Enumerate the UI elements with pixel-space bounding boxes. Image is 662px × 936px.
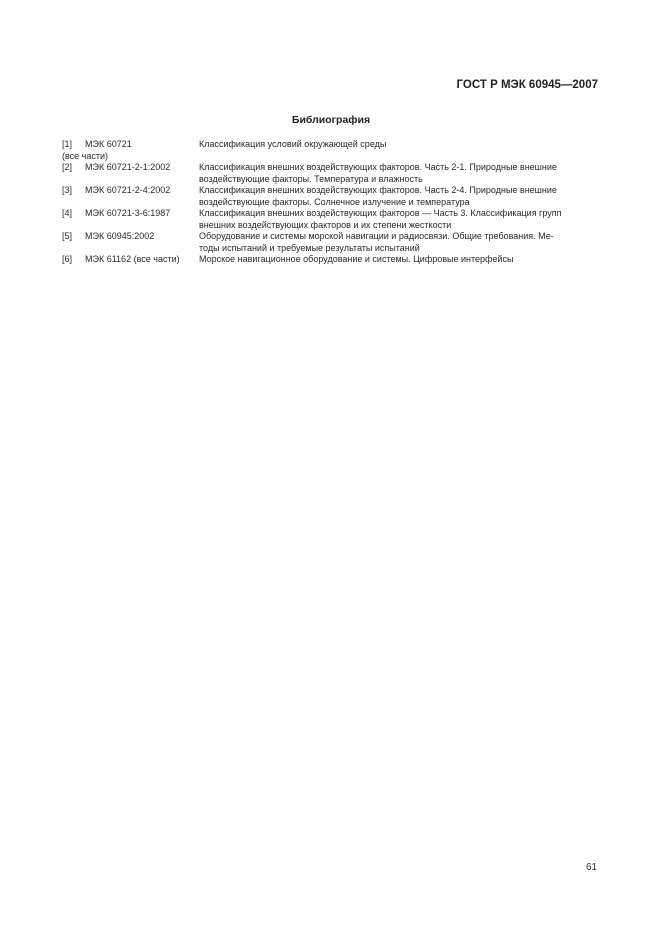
description-line: Классификация внешних воздействующих факторов — Часть 3. Классификация групп — [199, 208, 562, 218]
entry-reference: МЭК 60945:2002 — [85, 231, 155, 241]
entry-description — [199, 208, 599, 231]
entry-number: [6] — [62, 254, 73, 264]
description-line: Оборудование и системы морской навигации и радиосвязи. Общие требования. Ме- — [199, 231, 554, 241]
entry-description — [199, 162, 599, 185]
entry-reference: МЭК 60721-3-6:1987 — [85, 208, 171, 218]
description-line: внешних воздействующих факторов и их степени жесткости — [199, 219, 452, 230]
entry-reference: МЭК 60721-2-1:2002 — [85, 162, 171, 172]
entry-reference: МЭК 60721 — [85, 139, 132, 149]
entry-number: [2] — [62, 162, 73, 172]
description-line: Классификация внешних воздействующих факторов. Часть 2-4. Природные внешние — [199, 185, 557, 195]
description-line: Классификация внешних воздействующих факторов. Часть 2-1. Природные внешние — [199, 162, 557, 172]
section-title: Библиография — [291, 114, 371, 126]
entry-number: [1] — [62, 139, 73, 149]
entry-number: [3] — [62, 185, 73, 195]
standard-header: ГОСТ Р МЭК 60945—2007 — [456, 79, 598, 91]
entry-reference: МЭК 60721-2-4:2002 — [85, 185, 171, 195]
entry-number: [4] — [62, 208, 73, 218]
entry-number: [5] — [62, 231, 73, 241]
entry-reference: МЭК 61162 (все части) — [85, 254, 180, 264]
bibliography-entry-3 — [62, 185, 599, 208]
description-line: тоды испытаний и требуемые результаты испытаний — [199, 242, 420, 253]
description-line: воздействующие факторы. Температура и влажность — [199, 173, 423, 184]
bibliography-entry-2 — [62, 162, 599, 185]
bibliography-entry-4 — [62, 208, 599, 231]
entry-description — [199, 139, 599, 151]
entry-description — [199, 185, 599, 208]
bibliography-list — [62, 139, 599, 266]
description-line: воздействующие факторы. Солнечное излучение и температура — [199, 196, 470, 207]
bibliography-entry-6 — [62, 254, 599, 266]
entry-description — [199, 231, 599, 254]
bibliography-entry-5 — [62, 231, 599, 254]
bibliography-entry-1 — [62, 139, 599, 162]
description-line: Морское навигационное оборудование и системы. Цифровые интерфейсы — [199, 254, 514, 264]
entry-reference-continuation: (все части) — [62, 150, 109, 161]
entry-description — [199, 254, 599, 266]
page-number: 61 — [586, 862, 598, 873]
description-line: Классификация условий окружающей среды — [199, 139, 387, 149]
